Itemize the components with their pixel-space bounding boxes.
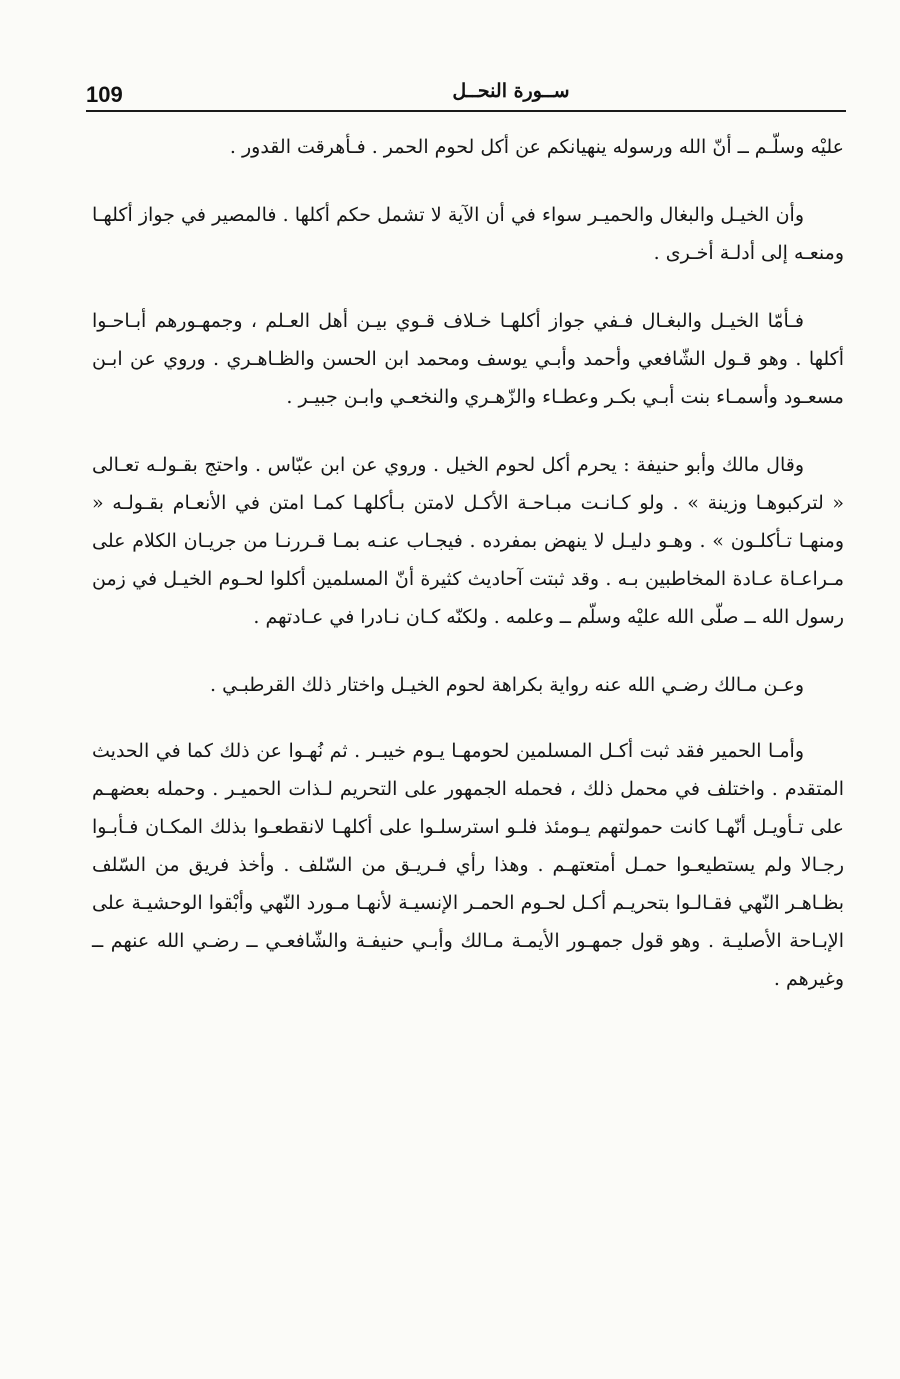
paragraph-4: وقال مالك وأبو حنيفة : يحرم أكل لحوم الخيل . وروي عن ابن عبّاس . واحتج بقـولـه تعـالى « لتركبوهـا وزينة » . ولو كـانـت مبـاحـة الأكـل لامتن بـأكلهـا كمـا امتن في الأنعـام بقـولـه « ومنهـا تـأكلـون » . وهـو دليـل لا ينهض بمفرده . فيجـاب عنـه بمـا قـررنـا من جريـان الكلام على مـراعـاة عـادة المخاطبين بـه . وقد ثبتت آحاديث كثيرة أنّ المسلمين أكلوا لحـوم الخيـل في زمن رسول الله ــ صلّى الله عليْه وسلّم ــ وعلمه . ولكنّه كـان نـادرا في عـادتهم . xyxy=(92,454,844,628)
paragraph-1: عليْه وسلّـم ــ أنّ الله ورسوله ينهيانكم عن أكل لحوم الحمر . فـأهرقت القدور . xyxy=(229,136,844,158)
page-header xyxy=(86,80,846,112)
paragraph-6: وأمـا الحمير فقد ثبت أكـل المسلمين لحومهـا يـوم خيبـر . ثم نُهـوا عن ذلك كما في الحديث المتقدم . واختلف في محمل ذلك ، فحمله الجمهور على التحريم لـذات الحميـر . وحمله بعضهـم على تـأويـل أنّهـا كانت حمولتهم يـومئذ فلـو استرسلـوا على أكلهـا لانقطعـوا بذلك المكـان فـأبـوا رجـالا ولم يستطيعـوا حمـل أمتعتهـم . وهذا رأي فـريـق من السّلف . وأخذ فريق من السّلف بظـاهـر النّهي فقـالـوا بتحريـم أكـل لحـوم الحمـر الإنسيـة لأنهـا مـورد النّهي وأبْقوا الوحشيـة على الإبـاحة الأصليـة . وهو قول جمهـور الأيمـة مـالك وأبـي حنيفـة والشّافعـي ــ رضـي الله عنهم ــ وغيرهم . xyxy=(92,740,844,990)
paragraph-5: وعـن مـالك رضـي الله عنه رواية بكراهة لحوم الخيـل واختار ذلك القرطبـي . xyxy=(210,674,804,696)
page-number: 109 xyxy=(86,82,123,107)
paragraph-3: فـأمّا الخيـل والبغـال فـفي جواز أكلهـا خـلاف قـوي بيـن أهل العـلم ، وجمهـورهم أبـاحـوا أكلها . وهو قـول الشّافعي وأحمد وأبـي يوسف ومحمد ابن الحسن والظـاهـري . وروي عن ابـن مسعـود وأسمـاء بنت أبـي بكـر وعطـاء والزّهـري والنخعـي وابـن جبيـر . xyxy=(92,310,844,408)
running-title: ســورة النحــل xyxy=(452,80,570,102)
header-rule xyxy=(86,110,846,112)
body-text xyxy=(92,128,844,1028)
paragraph-2: وأن الخيـل والبغال والحميـر سواء في أن الآية لا تشمل حكم أكلها . فالمصير في جواز أكلهـا ومنعـه إلى أدلـة أخـرى . xyxy=(92,204,844,264)
